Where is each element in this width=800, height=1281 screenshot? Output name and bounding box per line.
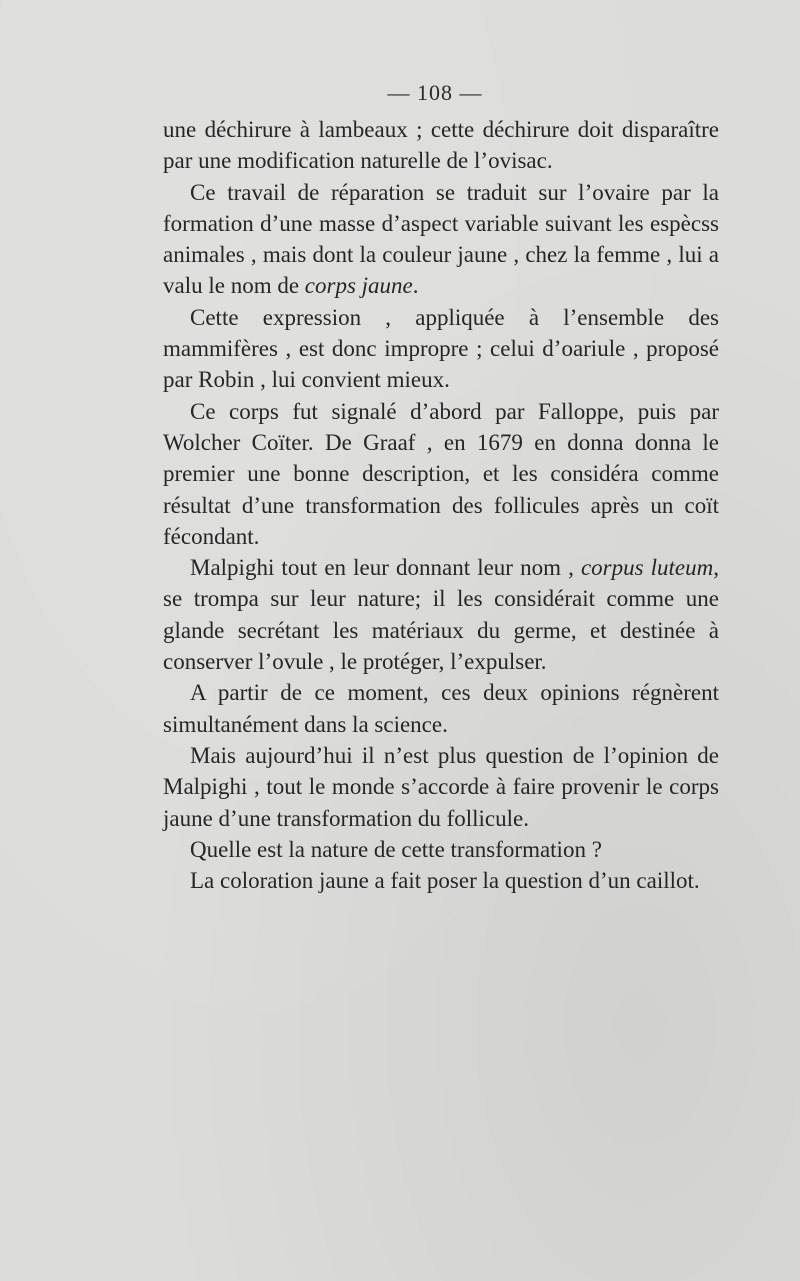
paragraph-5-text-a: Malpighi tout en leur donnant leur nom , <box>190 555 574 581</box>
paragraph-4: Ce corps fut signalé d’abord par Falloppe, puis par Wolcher Coïter. De Graaf , en 1679 en donna donna le premier une bonne description, et les considéra comme résultat d’une transformation des follicules après un coït fécondant. <box>163 398 719 549</box>
paragraph-2: Ce travail de réparation se traduit sur l’ovaire par la formation d’une masse d’aspect variable suivant les espècss animales , mais dont la couleur jaune , chez la femme , lui a valu le nom de corps jaune. <box>163 179 719 299</box>
paragraph-9: La coloration jaune a fait poser la question d’un caillot. <box>190 868 700 894</box>
paragraph-8: Quelle est la nature de cette transformation ? <box>190 836 602 862</box>
term-corps-jaune: corps jaune <box>304 273 413 299</box>
term-corpus-luteum: corpus luteum <box>580 555 714 581</box>
paragraph-2-text: Ce travail de réparation se traduit sur l’ovaire par la formation d’une masse d’aspect variable suivant les espècss animales , mais dont la couleur jaune , chez la femme , lui a valu le nom de <box>163 179 719 299</box>
body-text <box>163 114 719 896</box>
paragraph-6: A partir de ce moment, ces deux opinions régnèrent simultanément dans la science. <box>163 680 719 737</box>
paragraph-5-text-b: se trompa sur leur nature; il les considérait comme une glande secrétant les matériaux du germe, et destinée à conserver l’ovule , le protéger, l’expulser. <box>163 586 719 675</box>
page-number: — 108 — <box>387 80 483 105</box>
paragraph-7: Mais aujourd’hui il n’est plus question de l’opinion de Malpighi , tout le monde s’accorde à faire provenir le corps jaune d’une transformation du follicule. <box>163 742 719 831</box>
paragraph-1: une déchirure à lambeaux ; cette déchirure doit disparaître par une modification naturelle de l’ovisac. <box>163 117 719 174</box>
paragraph-3: Cette expression , appliquée à l’ensemble des mammifères , est donc impropre ; celui d’oariule , proposé par Robin , lui convient mieux. <box>163 304 719 393</box>
paragraph-5: Malpighi tout en leur donnant leur nom , corpus luteum, se trompa sur leur nature; il les considérait comme une glande secrétant les matériaux du germe, et destinée à conserver l’ovule , le protéger, l’expulser. <box>163 555 720 675</box>
